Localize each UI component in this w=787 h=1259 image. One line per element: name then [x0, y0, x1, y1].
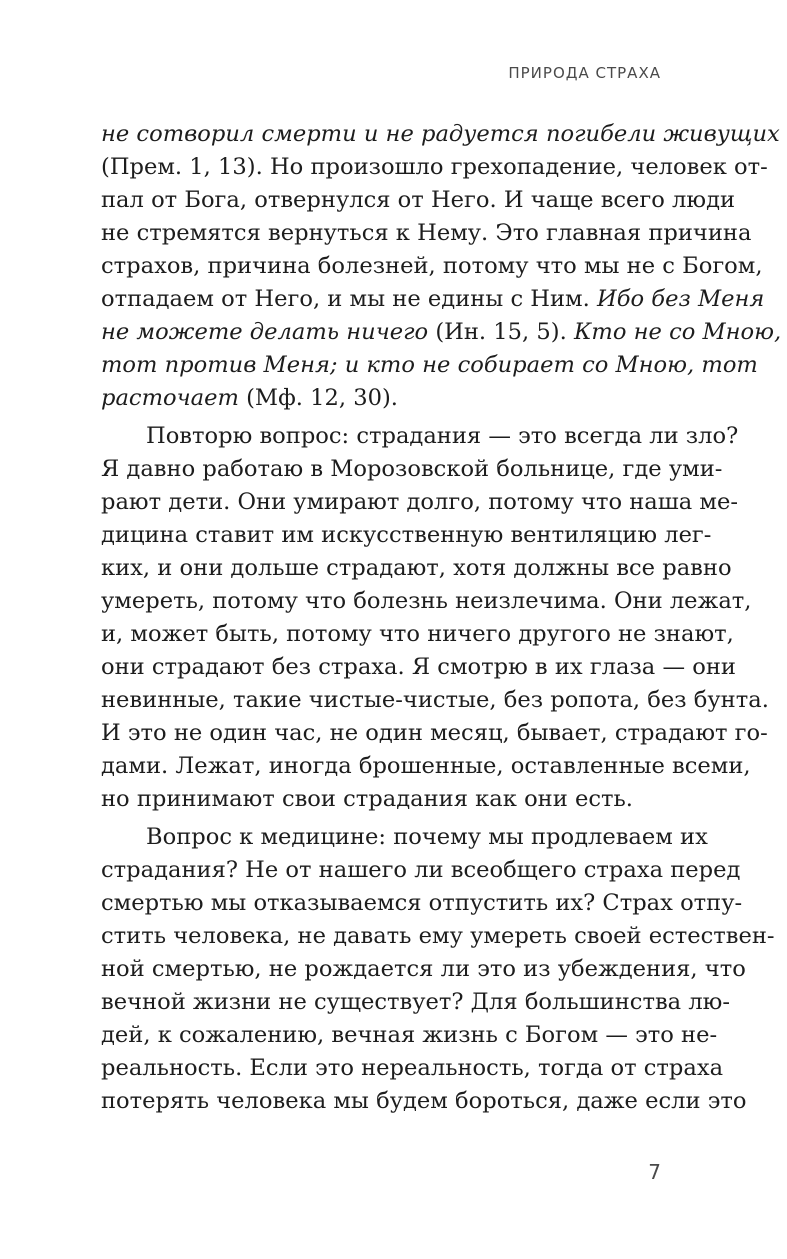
- text-segment: не стремятся вернуться к Нему. Это главная причина: [101, 220, 752, 246]
- text-segment: дами. Лежат, иногда брошенные, оставленные всеми,: [101, 753, 751, 779]
- italic-quote: Ибо без Меня: [597, 286, 765, 312]
- text-segment: и, может быть, потому что ничего другого не знают,: [101, 621, 734, 647]
- text-segment: невинные, такие чистые-чистые, без ропота, без бунта.: [101, 687, 769, 713]
- text-line: [101, 316, 782, 349]
- text-line: [101, 920, 775, 953]
- text-segment: рают дети. Они умирают долго, потому что наша ме-: [101, 489, 738, 515]
- text-line: [101, 453, 723, 486]
- text-segment: ной смертью, не рождается ли это из убеждения, что: [101, 956, 746, 982]
- text-line: [101, 184, 736, 217]
- text-line: [101, 118, 780, 151]
- text-line: [101, 651, 736, 684]
- text-segment: но принимают свои страдания как они есть.: [101, 786, 633, 812]
- text-line: [101, 283, 765, 316]
- text-segment: Я давно работаю в Морозовской больнице, где уми-: [101, 456, 723, 482]
- text-line: [101, 953, 746, 986]
- text-line: [101, 382, 661, 415]
- text-line: [101, 854, 741, 887]
- text-segment: пал от Бога, отвернулся от Него. И чаще всего люди: [101, 187, 736, 213]
- body-text: [101, 118, 782, 1118]
- text-line: [101, 585, 752, 618]
- text-line: [101, 217, 752, 250]
- text-segment: вечной жизни не существует? Для большинства лю-: [101, 989, 730, 1015]
- running-head: ПРИРОДА СТРАХА: [508, 64, 661, 82]
- text-line: [101, 618, 734, 651]
- text-segment: дей, к сожалению, вечная жизнь с Богом — это не-: [101, 1022, 718, 1048]
- text-segment: умереть, потому что болезнь неизлечима. Они лежат,: [101, 588, 752, 614]
- text-segment: они страдают без страха. Я смотрю в их глаза — они: [101, 654, 736, 680]
- italic-quote: не сотворил смерти и не радуется погибели живущих: [101, 121, 780, 147]
- text-line: [101, 986, 730, 1019]
- text-segment: И это не один час, не один месяц, бывает, страдают го-: [101, 720, 768, 746]
- text-segment: страдания? Не от нашего ли всеобщего страха перед: [101, 857, 741, 883]
- text-line: [101, 1019, 718, 1052]
- text-line: [101, 250, 763, 283]
- text-line: [101, 717, 768, 750]
- text-segment: дицина ставит им искусственную вентиляцию лег-: [101, 522, 712, 548]
- italic-quote: тот против Меня; и кто не собирает со Мною, тот: [101, 352, 758, 378]
- text-line: [101, 887, 743, 920]
- italic-quote: Кто не со Мною,: [573, 319, 782, 345]
- text-segment: (Мф. 12, 30).: [238, 385, 398, 411]
- text-segment: стить человека, не давать ему умереть своей естествен-: [101, 923, 775, 949]
- text-segment: потерять человека мы будем бороться, даже если это: [101, 1088, 747, 1114]
- text-segment: Вопрос к медицине: почему мы продлеваем их: [146, 824, 708, 850]
- text-line: [101, 552, 732, 585]
- text-segment: реальность. Если это нереальность, тогда от страха: [101, 1055, 724, 1081]
- text-segment: отпадаем от Него, и мы не едины с Ним.: [101, 286, 597, 312]
- text-line: [101, 783, 661, 816]
- text-segment: (Ин. 15, 5).: [428, 319, 574, 345]
- page-number: 7: [648, 1160, 661, 1184]
- text-segment: Повторю вопрос: страдания — это всегда ли зло?: [146, 423, 739, 449]
- text-segment: ких, и они дольше страдают, хотя должны все равно: [101, 555, 732, 581]
- italic-quote: не можете делать ничего: [101, 319, 429, 345]
- text-line: [101, 349, 758, 382]
- text-segment: смертью мы отказываемся отпустить их? Страх отпу-: [101, 890, 743, 916]
- text-line: [101, 1052, 724, 1085]
- text-line: [101, 821, 708, 854]
- text-line: [101, 1085, 747, 1118]
- text-segment: страхов, причина болезней, потому что мы не с Богом,: [101, 253, 763, 279]
- italic-quote: расточает: [101, 385, 239, 411]
- text-line: [101, 420, 739, 453]
- text-line: [101, 684, 769, 717]
- text-segment: (Прем. 1, 13). Но произошло грехопадение, человек от-: [101, 154, 768, 180]
- text-line: [101, 151, 768, 184]
- text-line: [101, 519, 712, 552]
- text-line: [101, 750, 751, 783]
- text-line: [101, 486, 738, 519]
